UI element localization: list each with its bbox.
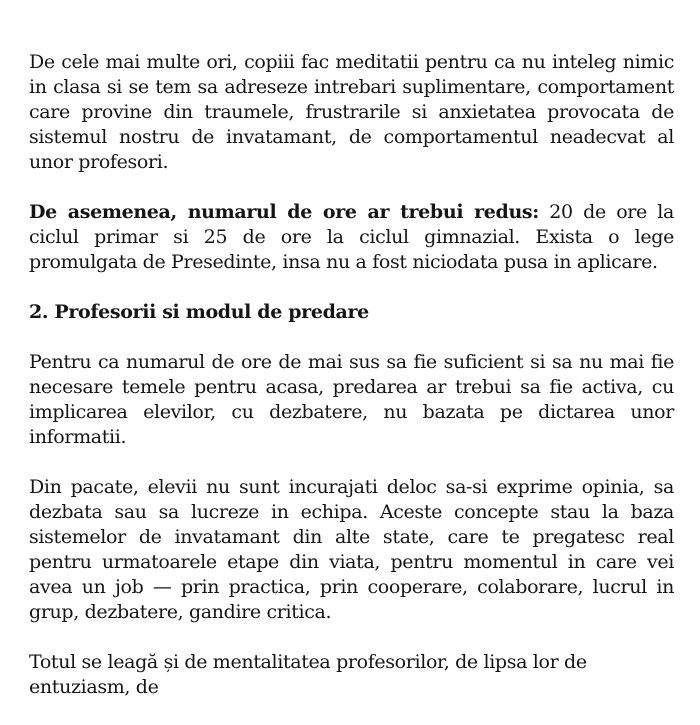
paragraph-text: De cele mai multe ori, copiii fac meditatii pentru ca nu inteleg nimic in clasa si se tem sa adreseze intrebari suplimentare, comportament care provine din traumele, frustrarile si anxietatea provocata de sistemul nostru de invatamant, de comportamentul neadecvat al unor profesori. [29, 51, 674, 173]
section-heading: 2. Profesorii si modul de predare [29, 301, 369, 323]
paragraph-text: Pentru ca numarul de ore de mai sus sa fie suficient si sa nu mai fie necesare temele pentru acasa, predarea ar trebui sa fie activa, cu implicarea elevilor, cu dezbatere, nu bazata pe dictarea unor informatii. [29, 351, 674, 448]
article-body [29, 50, 674, 725]
paragraph-predare-activa [29, 350, 674, 450]
paragraph-text: Din pacate, elevii nu sunt incurajati deloc sa-si exprime opinia, sa dezbata sau sa lucreze in echipa. Aceste concepte stau la baza sistemelor de invatamant din alte state, care te pregatesc real pentru urmatoarele etape din viata, pentru momentul in care vei avea un job — prin practica, prin cooperare, colaborare, lucrul in grup, dezbatere, gandire critica. [29, 476, 674, 623]
paragraph-numar-ore [29, 200, 674, 275]
bold-lead-text: De asemenea, numarul de ore ar trebui redus: [29, 201, 539, 223]
paragraph-mentalitate [29, 650, 674, 700]
paragraph-text: 20 de ore la ciclul primar si 25 de ore la ciclul gimnazial. Exista o lege promulgata de Presedinte, insa nu a fost niciodata pusa in aplicare. [29, 201, 674, 273]
paragraph-text: Totul se leagă și de mentalitatea profesorilor, de lipsa lor de entuziasm, de [29, 651, 587, 698]
paragraph-elevi-opinia [29, 475, 674, 625]
paragraph-meditatii [29, 50, 674, 175]
